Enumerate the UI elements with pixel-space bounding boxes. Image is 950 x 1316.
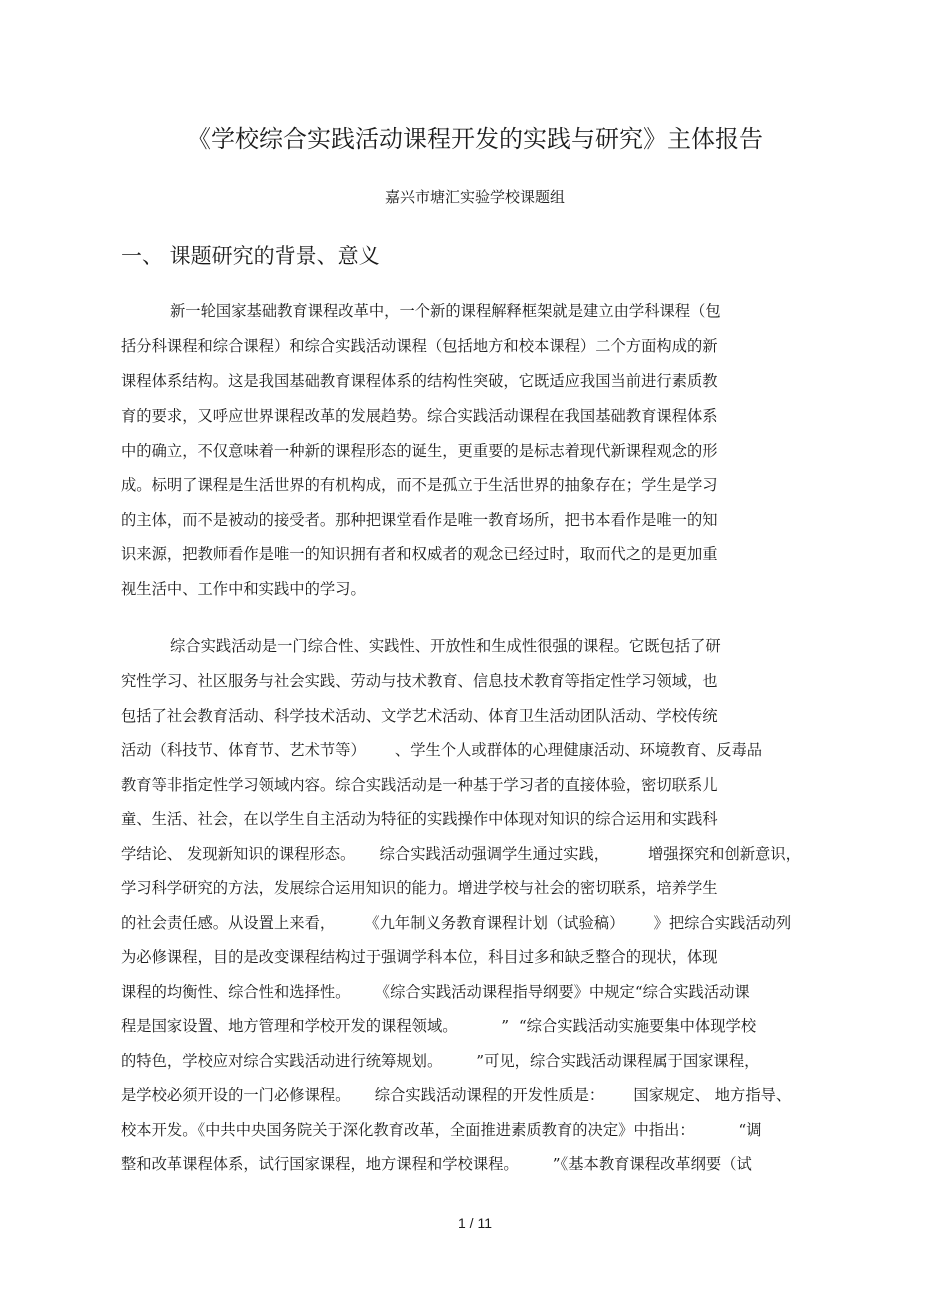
- paragraph-line: 括分科课程和综合课程）和综合实践活动课程（包括地方和校本课程）二个方面构成的新: [121, 337, 718, 355]
- paragraph-line: 新一轮国家基础教育课程改革中，一个新的课程解释框架就是建立由学科课程（包: [170, 302, 721, 320]
- paragraph-line: 视生活中、工作中和实践中的学习。: [121, 580, 366, 598]
- document-subtitle: 嘉兴市塘汇实验学校课题组: [384, 188, 565, 206]
- paragraph-line: 综合实践活动是一门综合性、实践性、开放性和生成性很强的课程。它既包括了研: [170, 637, 721, 655]
- paragraph-line: 整和改革课程体系，试行国家课程，地方课程和学校课程。 ”《基本教育课程改革纲要（试: [121, 1155, 752, 1173]
- paragraph-line: 课程体系结构。这是我国基础教育课程体系的结构性突破，它既适应我国当前进行素质教: [121, 372, 718, 390]
- paragraph-line: 学习科学研究的方法，发展综合运用知识的能力。增进学校与社会的密切联系，培养学生: [121, 879, 718, 897]
- document-title: 《学校综合实践活动课程开发的实践与研究》主体报告: [187, 125, 763, 153]
- paragraph-line: 教育等非指定性学习领域内容。综合实践活动是一种基于学习者的直接体验，密切联系儿: [121, 776, 718, 794]
- paragraph-line: 育的要求，又呼应世界课程改革的发展趋势。综合实践活动课程在我国基础教育课程体系: [121, 407, 718, 425]
- paragraph-line: 的主体，而不是被动的接受者。那种把课堂看作是唯一教育场所，把书本看作是唯一的知: [121, 511, 718, 529]
- paragraph-line: 识来源，把教师看作是唯一的知识拥有者和权威者的观念已经过时，取而代之的是更加重: [121, 545, 718, 563]
- paragraph-line: 中的确立，不仅意味着一种新的课程形态的诞生，更重要的是标志着现代新课程观念的形: [121, 442, 718, 460]
- section-heading: 一、 课题研究的背景、意义: [121, 244, 380, 268]
- paragraph-line: 成。标明了课程是生活世界的有机构成，而不是孤立于生活世界的抽象存在；学生是学习: [121, 476, 718, 494]
- paragraph-line: 童、生活、社会，在以学生自主活动为特征的实践操作中体现对知识的综合运用和实践科: [121, 810, 718, 828]
- paragraph-line: 包括了社会教育活动、科学技术活动、文学艺术活动、体育卫生活动团队活动、学校传统: [121, 707, 718, 725]
- paragraph-line: 程是国家设置、地方管理和学校开发的课程领域。 ” “综合实践活动实施要集中体现学校: [121, 1017, 757, 1035]
- paragraph-line: 究性学习、社区服务与社会实践、劳动与技术教育、信息技术教育等指定性学习领域，也: [121, 672, 718, 690]
- paragraph-line: 的特色，学校应对综合实践活动进行统筹规划。 ”可见，综合实践活动课程属于国家课程，: [121, 1052, 760, 1070]
- paragraph-line: 课程的均衡性、综合性和选择性。 《综合实践活动课程指导纲要》中规定“综合实践活动课: [121, 983, 750, 1001]
- paragraph-line: 为必修课程，目的是改变课程结构过于强调学科本位，科目过多和缺乏整合的现状，体现: [121, 948, 718, 966]
- page-number: 1 / 11: [458, 1215, 492, 1231]
- paragraph-line: 校本开发。《中共中央国务院关于深化教育改革，全面推进素质教育的决定》中指出： “调: [121, 1121, 762, 1139]
- paragraph-line: 活动（科技节、体育节、艺术节等） 、学生个人或群体的心理健康活动、环境教育、反毒品: [121, 741, 763, 759]
- paragraph-line: 的社会责任感。从设置上来看， 《九年制义务教育课程计划（试验稿） 》把综合实践活动列: [121, 914, 792, 932]
- paragraph-line: 学结论、 发现新知识的课程形态。 综合实践活动强调学生通过实践， 增强探究和创新意识，: [121, 845, 801, 863]
- paragraph-line: 是学校必须开设的一门必修课程。 综合实践活动课程的开发性质是： 国家规定、 地方指导、: [121, 1086, 792, 1104]
